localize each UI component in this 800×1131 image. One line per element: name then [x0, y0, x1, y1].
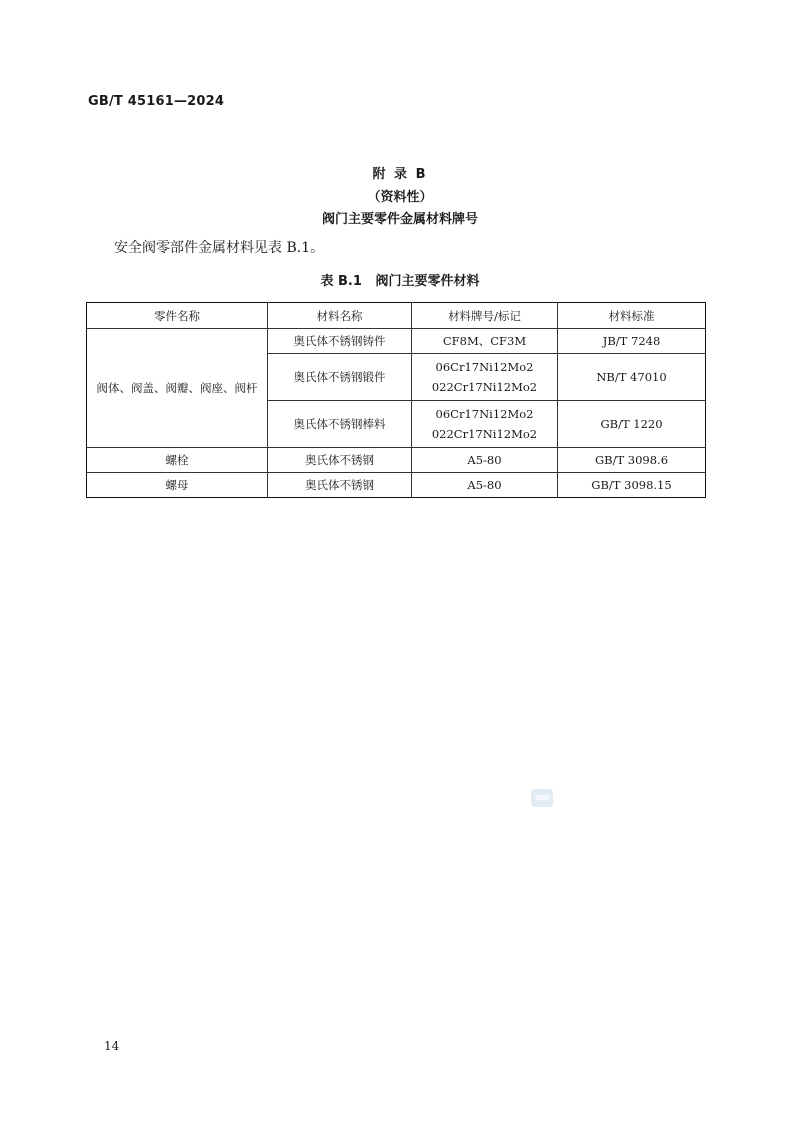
material-name-cell: 奥氏体不锈钢铸件 [268, 329, 412, 354]
watermark-logo-icon [531, 789, 553, 807]
material-standard-cell: GB/T 3098.15 [558, 473, 706, 498]
page-number: 14 [104, 1039, 120, 1053]
grade-line: 06Cr17Ni12Mo2 [435, 407, 534, 421]
material-grade-cell [412, 354, 558, 401]
material-grade-cell [412, 401, 558, 448]
header-material-standard: 材料标准 [558, 303, 706, 329]
appendix-label: 附 录 B [372, 167, 428, 182]
material-standard-cell: JB/T 7248 [558, 329, 706, 354]
appendix-title: 阀门主要零件金属材料牌号 [321, 212, 478, 227]
material-grade-cell: A5-80 [412, 473, 558, 498]
table-caption: 表 B.1 阀门主要零件材料 [320, 274, 480, 289]
body-paragraph: 安全阀零部件金属材料见表 B.1。 [114, 240, 325, 256]
material-name-cell: 奥氏体不锈钢 [268, 473, 412, 498]
material-name-cell: 奥氏体不锈钢锻件 [268, 354, 412, 401]
grade-line: 06Cr17Ni12Mo2 [435, 360, 534, 374]
materials-table [86, 302, 706, 498]
part-name-cell: 螺母 [87, 473, 268, 498]
table-row [87, 473, 706, 498]
header-part-name: 零件名称 [87, 303, 268, 329]
standard-code: GB/T 45161—2024 [88, 94, 225, 109]
appendix-nature: （资料性） [367, 190, 433, 205]
material-name-cell: 奥氏体不锈钢棒料 [268, 401, 412, 448]
header-material-grade: 材料牌号/标记 [412, 303, 558, 329]
material-grade-cell: CF8M、CF3M [412, 329, 558, 354]
material-name-cell: 奥氏体不锈钢 [268, 448, 412, 473]
part-name-cell: 阀体、阀盖、阀瓣、阀座、阀杆 [87, 329, 268, 448]
table-header-row [87, 303, 706, 329]
header-material-name: 材料名称 [268, 303, 412, 329]
material-grade-cell: A5-80 [412, 448, 558, 473]
material-standard-cell: GB/T 1220 [558, 401, 706, 448]
grade-line: 022Cr17Ni12Mo2 [431, 380, 538, 394]
table-row [87, 329, 706, 354]
grade-line: 022Cr17Ni12Mo2 [431, 427, 538, 441]
table-row [87, 448, 706, 473]
material-standard-cell: NB/T 47010 [558, 354, 706, 401]
part-name-cell: 螺栓 [87, 448, 268, 473]
material-standard-cell: GB/T 3098.6 [558, 448, 706, 473]
